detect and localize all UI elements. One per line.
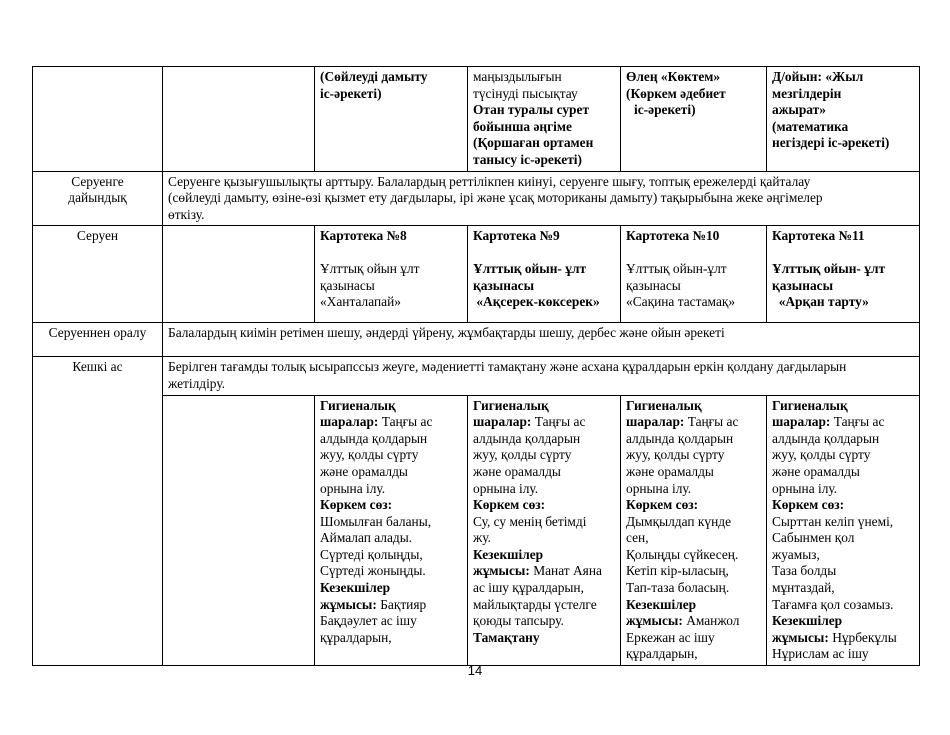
activity-cell-4: [767, 67, 920, 172]
activity-cell-3: [621, 67, 767, 172]
text-line: жұмысы:: [473, 563, 530, 579]
text-line: жуу, қолды сүрту: [772, 447, 871, 463]
text-line: Дымқылдап күнде: [626, 513, 732, 529]
text-line: Отан туралы сурет: [473, 102, 590, 118]
game-name: «Ақсерек-көксерек»: [473, 294, 600, 310]
dinner-days-row: [33, 395, 920, 666]
text-line: Серуенге: [71, 173, 124, 189]
dinner-day-2: [468, 395, 621, 666]
text-line: Көркем сөз:: [320, 497, 393, 513]
text-line: (сөйлеуді дамыту, өзіне-өзі қызмет ету дағдылары, ірі және ұсақ моториканы дамыту) тақырыбына жеке әңгімелер: [168, 190, 823, 206]
walk-card-11: [767, 226, 920, 323]
page-number: 14: [467, 663, 483, 678]
text-line: мұнтаздай,: [772, 580, 835, 596]
text-line: шаралар:: [320, 414, 379, 430]
text-line: орнына ілу.: [473, 480, 539, 496]
text-line: Көркем сөз:: [772, 497, 845, 513]
game-name: «Сақина тастамақ»: [626, 294, 736, 310]
text-line: Гигиеналық: [626, 397, 702, 413]
text-line: қазынасы: [473, 277, 535, 293]
text-line: ажырат»: [772, 102, 826, 118]
game-name: «Арқан тарту»: [772, 294, 869, 310]
text-line: Көркем сөз:: [473, 497, 546, 513]
text-line: құралдарын,: [320, 629, 392, 645]
text-line: Өлең «Көктем»: [626, 69, 721, 84]
text-line: (математика: [772, 118, 849, 134]
text-line: Аманжол: [682, 613, 740, 629]
text-line: мезгілдерін: [772, 85, 842, 101]
preparation-row: [33, 171, 920, 226]
text-line: Д/ойын: «Жыл: [772, 69, 864, 84]
preparation-text: [163, 171, 920, 226]
game-name: «Ханталапай»: [320, 294, 401, 310]
text-line: Аймалап алады.: [320, 530, 413, 546]
row-label: Кешкі ас: [33, 357, 163, 666]
text-line: танысу іс-әрекеті): [473, 151, 582, 167]
text-line: Сырттан келіп үнемі,: [772, 513, 894, 529]
card-title: Картотека №8: [320, 228, 407, 244]
text-line: (Сөйлеуді дамыту: [320, 69, 428, 84]
text-line: іс-әрекеті): [320, 85, 382, 101]
text-line: алдында қолдарын: [626, 430, 734, 446]
activity-cell-1: [315, 67, 468, 172]
text-line: бойынша әңгіме: [473, 118, 572, 134]
text-line: Тап-таза боласың.: [626, 580, 730, 596]
card-title: Картотека №9: [473, 228, 560, 244]
text-line: Кезекшілер: [320, 580, 391, 596]
text-line: жұмысы:: [320, 596, 377, 612]
header-row: [33, 67, 920, 172]
text-line: Бақтияр: [376, 596, 427, 612]
text-line: Бақдәулет ас ішу: [320, 613, 417, 629]
text-line: (Қоршаған ортамен: [473, 135, 594, 151]
text-line: жуамыз,: [772, 546, 820, 562]
walk-row: [33, 226, 920, 323]
text-line: Кетіп кір-ыласың,: [626, 563, 729, 579]
text-line: түсінуді пысықтау: [473, 85, 578, 101]
text-line: Сүртеді жоныңды.: [320, 563, 426, 579]
walk-card-8: [315, 226, 468, 323]
text-line: Манат Аяна: [529, 563, 602, 579]
text-line: қазынасы: [320, 277, 375, 293]
text-line: Ұлттық ойын- ұлт: [772, 260, 886, 276]
text-line: Еркежан ас ішу: [626, 629, 715, 645]
text-line: қазынасы: [626, 277, 681, 293]
text-line: Су, су менің бетімді: [473, 513, 587, 529]
dinner-day-1: [315, 395, 468, 666]
text-line: және орамалды: [772, 463, 860, 479]
text-line: алдында қолдарын: [473, 430, 581, 446]
row-label: [33, 171, 163, 226]
walk-card-10: [621, 226, 767, 323]
text-line: жуу, қолды сүрту: [320, 447, 419, 463]
text-line: Серуенге қызығушылықты арттыру. Балалардың реттілікпен киінуі, серуенге шығу, топтық ережелерді қайталау: [168, 173, 811, 189]
text-line: орнына ілу.: [626, 480, 692, 496]
text-line: Қолыңды сүйкесең.: [626, 546, 739, 562]
text-line: қоюды тапсыру.: [473, 613, 564, 629]
text-line: (Көркем әдебиет: [626, 85, 726, 101]
text-line: Шомылған баланы,: [320, 513, 432, 529]
text-line: Ұлттық ойын-ұлт: [626, 260, 727, 276]
text-line: өткізу.: [168, 206, 205, 222]
dinner-row: [33, 357, 920, 395]
text-line: шаралар:: [626, 414, 685, 430]
dinner-day-4: [767, 395, 920, 666]
return-text: Балалардың киімін ретімен шешу, әндерді үйрену, жұмбақтарды шешу, дербес және ойын әрекеті: [163, 323, 920, 357]
text-line: жуу, қолды сүрту: [626, 447, 725, 463]
text-line: орнына ілу.: [772, 480, 838, 496]
text-line: Сабынмен қол: [772, 530, 855, 546]
text-line: Ұлттық ойын- ұлт: [473, 260, 587, 276]
text-line: шаралар:: [772, 414, 831, 430]
text-line: және орамалды: [473, 463, 561, 479]
activity-cell-2: [468, 67, 621, 172]
text-line: Гигиеналық: [772, 397, 848, 413]
text-line: іс-әрекеті): [634, 102, 696, 118]
text-line: Тамақтану: [473, 629, 540, 645]
text-line: Ұлттық ойын ұлт: [320, 260, 420, 276]
text-line: жұмысы:: [626, 613, 683, 629]
return-row: [33, 323, 920, 357]
empty-cell: [163, 226, 315, 323]
text-line: жу.: [473, 530, 491, 546]
text-line: Таңғы ас: [830, 414, 885, 430]
text-line: Көркем сөз:: [626, 497, 699, 513]
row-label: Серуеннен оралу: [33, 323, 163, 357]
text-line: ас ішу құралдарын,: [473, 580, 584, 596]
text-line: Нұрислам ас ішу: [772, 646, 869, 662]
text-line: Таңғы ас: [378, 414, 433, 430]
empty-cell: [163, 395, 315, 666]
text-line: Гигиеналық: [473, 397, 549, 413]
text-line: Нұрбекұлы: [828, 629, 897, 645]
dinner-day-3: [621, 395, 767, 666]
text-line: Таңғы ас: [531, 414, 586, 430]
text-line: және орамалды: [626, 463, 714, 479]
text-line: орнына ілу.: [320, 480, 386, 496]
text-line: сен,: [626, 530, 649, 546]
text-line: Таза болды: [772, 563, 837, 579]
dinner-text: [163, 357, 920, 395]
text-line: Гигиеналық: [320, 397, 396, 413]
empty-cell: [163, 67, 315, 172]
text-line: майлықтарды үстелге: [473, 596, 597, 612]
text-line: құралдарын,: [626, 646, 698, 662]
daily-plan-table: [32, 66, 920, 666]
card-title: Картотека №10: [626, 228, 720, 244]
row-label: Серуен: [33, 226, 163, 323]
text-line: Таңғы ас: [684, 414, 739, 430]
text-line: Сүртеді қолыңды,: [320, 546, 423, 562]
text-line: және орамалды: [320, 463, 408, 479]
text-line: негіздері іс-әрекеті): [772, 135, 890, 151]
text-line: жуу, қолды сүрту: [473, 447, 572, 463]
text-line: жұмысы:: [772, 629, 829, 645]
text-line: дайындық: [68, 190, 127, 206]
text-line: алдында қолдарын: [772, 430, 880, 446]
text-line: шаралар:: [473, 414, 532, 430]
text-line: жетілдіру.: [168, 375, 226, 391]
text-line: Тағамға қол созамыз.: [772, 596, 894, 612]
text-line: Кезекшілер: [473, 546, 544, 562]
text-line: Кезекшілер: [626, 596, 697, 612]
empty-cell: [33, 67, 163, 172]
text-line: алдында қолдарын: [320, 430, 428, 446]
text-line: маңыздылығын: [473, 69, 562, 84]
text-line: Берілген тағамды толық ысырапссыз жеуге, мәдениетті тамақтану және асхана құралдарын еркін қолдану дағдыларын: [168, 359, 847, 375]
text-line: Кезекшілер: [772, 613, 843, 629]
card-title: Картотека №11: [772, 228, 865, 244]
text-line: қазынасы: [772, 277, 834, 293]
walk-card-9: [468, 226, 621, 323]
